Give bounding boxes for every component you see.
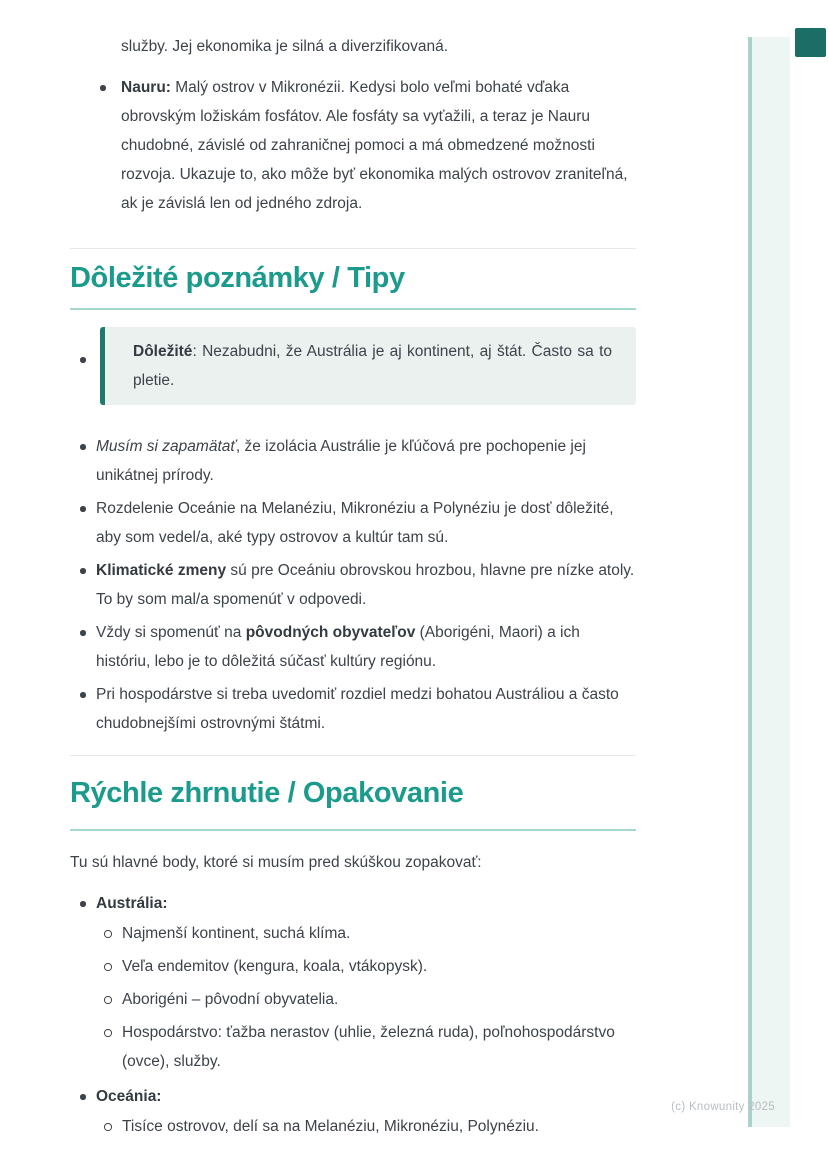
note-text: (Aborigéni, Maori) a ich históriu, lebo je to dôležitá súčasť kultúry regiónu. <box>96 624 580 670</box>
note-text: , že izolácia Austrálie je kľúčová pre pochopenie jej unikátnej prírody. <box>96 438 586 484</box>
bullet-marker <box>80 568 86 574</box>
list-item <box>70 680 636 738</box>
group-label: Oceánia: <box>96 1088 162 1105</box>
bullet-marker <box>80 444 86 450</box>
sub-item-text: Tisíce ostrovov, delí sa na Melanéziu, Mikronéziu, Polynéziu. <box>122 1118 539 1135</box>
page-edge-strip <box>748 37 790 1127</box>
note-bold: pôvodných obyvateľov <box>245 624 416 641</box>
section-title-summary: Rýchle zhrnutie / Opakovanie <box>70 776 636 831</box>
list-item <box>70 432 636 490</box>
sub-list-item <box>70 1018 636 1076</box>
summary-group-australia <box>70 889 636 918</box>
bullet-marker <box>80 630 86 636</box>
circle-bullet-marker <box>104 1029 112 1037</box>
bullet-marker <box>80 901 86 907</box>
section-title-notes: Dôležité poznámky / Tipy <box>70 261 636 310</box>
note-text: Rozdelenie Oceánie na Melanéziu, Mikronéziu a Polynéziu je dosť dôležité, aby som vedel/a, aké typy ostrovov a kultúr tam sú. <box>96 500 614 546</box>
sub-item-text: Najmenší kontinent, suchá klíma. <box>122 925 351 942</box>
note-text: Pri hospodárstve si treba uvedomiť rozdiel medzi bohatou Austráliou a často chudobnejšími ostrovnými štátmi. <box>96 686 619 732</box>
brand-mark-square <box>795 28 826 57</box>
note-lead: Vždy si spomenúť na <box>96 624 246 641</box>
nauru-term: Nauru: <box>121 79 171 96</box>
bullet-marker <box>80 692 86 698</box>
important-callout <box>100 327 636 405</box>
note-italic-lead: Musím si zapamätať <box>96 438 236 455</box>
list-item <box>70 556 636 614</box>
divider <box>70 755 636 756</box>
bullet-marker <box>80 506 86 512</box>
callout-body: : Nezabudni, že Austrália je aj kontinent, aj štát. Často sa to pletie. <box>133 343 612 389</box>
copyright-watermark: (c) Knowunity 2025 <box>671 1101 775 1113</box>
list-item <box>70 494 636 552</box>
bullet-marker <box>80 357 86 363</box>
list-item <box>70 618 636 676</box>
divider <box>70 248 636 249</box>
circle-bullet-marker <box>104 996 112 1004</box>
bullet-marker <box>100 85 106 91</box>
nauru-description: Malý ostrov v Mikronézii. Kedysi bolo veľmi bohaté vďaka obrovským ložiskám fosfátov. Ale fosfáty sa vyťažili, a teraz je Nauru chudobné, závislé od zahraničnej pomoci a má obmedzené možnosti rozvoja. Ukazuje to, ako môže byť ekonomika malých ostrovov zraniteľná, ak je závislá len od jedného zdroja. <box>121 79 628 212</box>
circle-bullet-marker <box>104 930 112 938</box>
callout-text <box>133 337 612 395</box>
callout-term: Dôležité <box>133 343 193 360</box>
circle-bullet-marker <box>104 963 112 971</box>
sub-item-text: Veľa endemitov (kengura, koala, vtákopysk). <box>122 958 428 975</box>
circle-bullet-marker <box>104 1123 112 1131</box>
sub-list-item <box>70 1112 636 1141</box>
paragraph-continuation: služby. Jej ekonomika je silná a diverzifikovaná. <box>121 38 449 55</box>
note-bold-lead: Klimatické zmeny <box>96 562 227 579</box>
list-item-text <box>121 73 636 218</box>
group-label: Austrália: <box>96 895 168 912</box>
notes-bullet-list <box>70 432 636 738</box>
sub-list-item <box>70 985 636 1014</box>
sub-list-item <box>70 919 636 948</box>
summary-sublist-australia <box>70 919 636 1076</box>
sub-item-text: Hospodárstvo: ťažba nerastov (uhlie, železná ruda), poľnohospodárstvo (ovce), služby. <box>122 1024 615 1070</box>
summary-intro: Tu sú hlavné body, ktoré si musím pred skúškou zopakovať: <box>70 854 482 871</box>
summary-group-oceania <box>70 1082 636 1111</box>
bullet-marker <box>80 1094 86 1100</box>
summary-sublist-oceania <box>70 1112 636 1141</box>
sub-item-text: Aborigéni – pôvodní obyvatelia. <box>122 991 339 1008</box>
sub-list-item <box>70 952 636 981</box>
document-content <box>70 0 636 1141</box>
callout-list-item <box>70 327 636 405</box>
list-item-nauru <box>70 73 636 218</box>
note-text: sú pre Oceániu obrovskou hrozbou, hlavne pre nízke atoly. To by som mal/a spomenúť v odpovedi. <box>96 562 635 608</box>
